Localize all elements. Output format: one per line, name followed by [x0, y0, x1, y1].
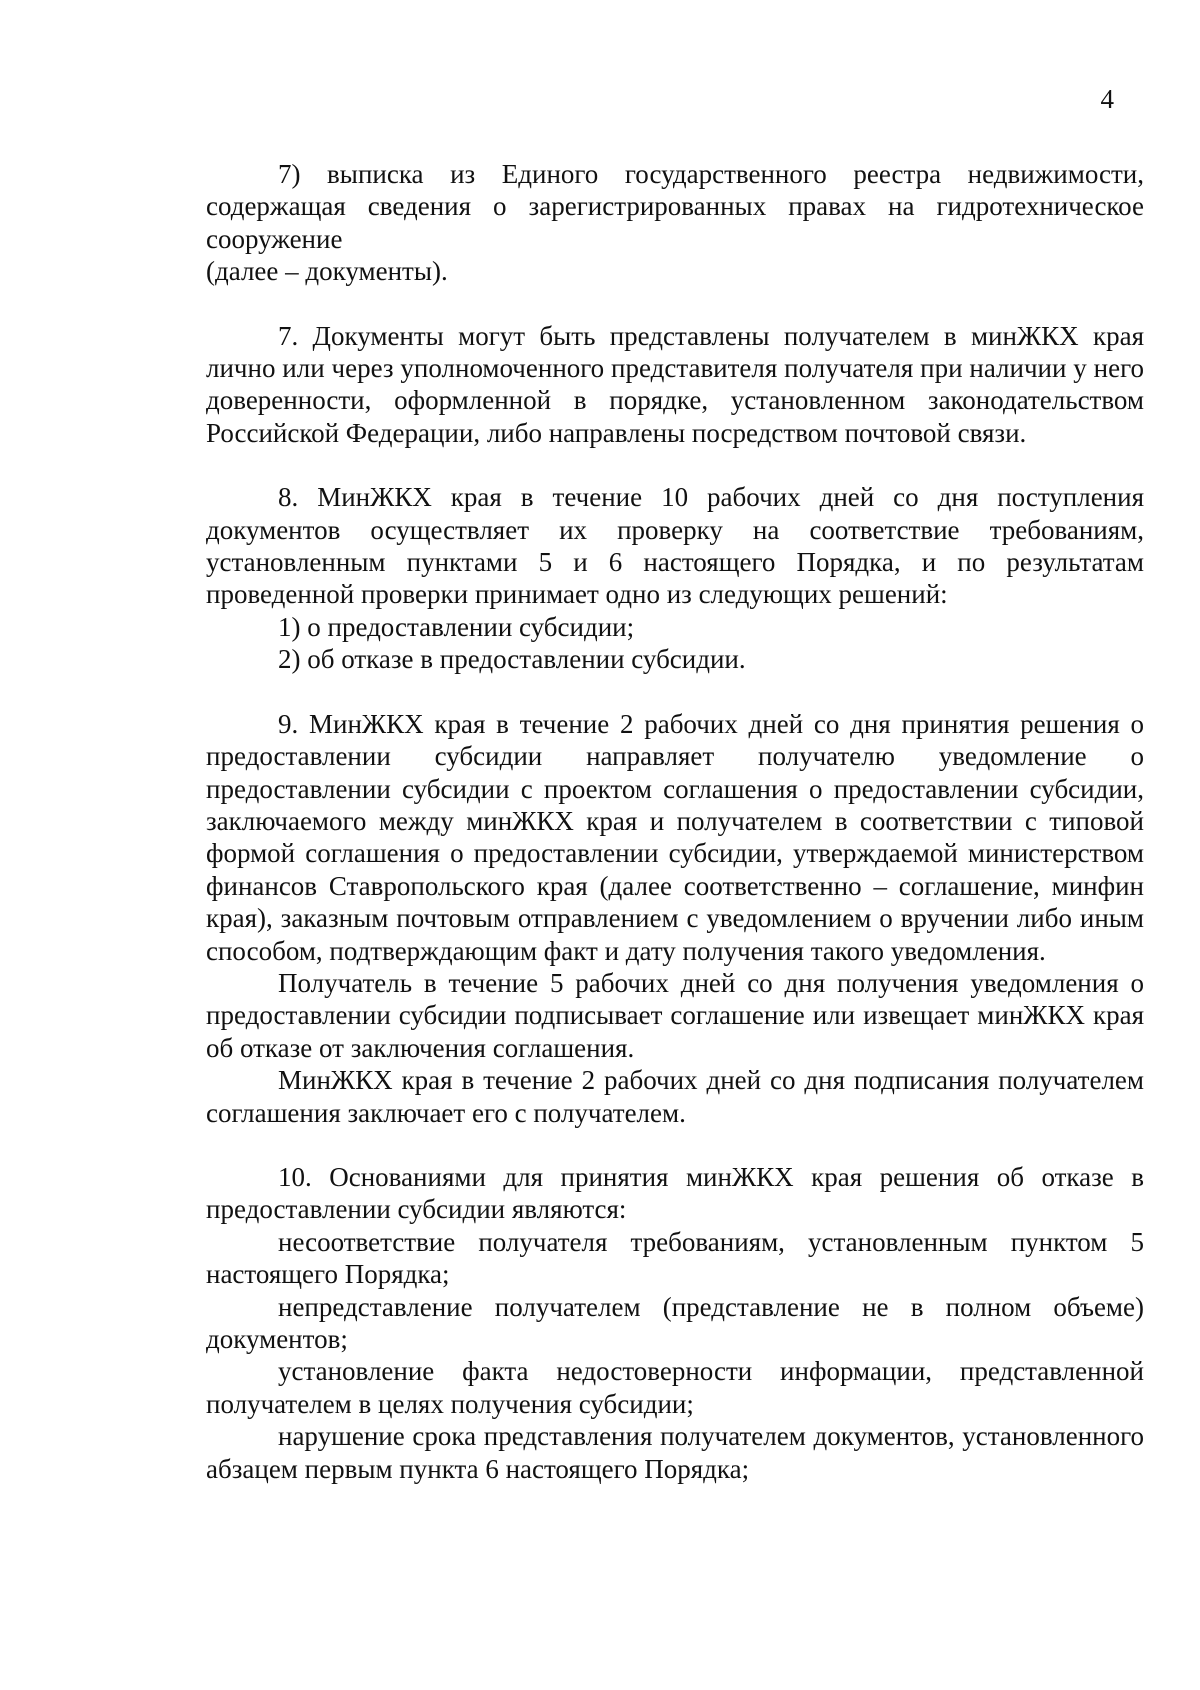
paragraph-10-ground-4: нарушение срока представления получателем документов, установленного абзацем первым пункта 6 настоящего Порядка;: [206, 1421, 1144, 1484]
paragraph-10-ground-1: несоответствие получателя требованиям, установленным пунктом 5 настоящего Порядка;: [206, 1226, 1144, 1290]
paragraph-8: 8. МинЖКХ края в течение 10 рабочих дней со дня поступления документов осуществляет их проверку на соответствие требованиям, установленным пунктами 5 и 6 настоящего Порядка, и по результатам проведенной проверки принимает одно из следующих решений:: [206, 482, 1144, 610]
paragraph-8-decision-2: 2) об отказе в предоставлении субсидии.: [278, 644, 746, 675]
paragraph-9-conclusion: МинЖКХ края в течение 2 рабочих дней со дня подписания получателем соглашения заключает его с получателем.: [206, 1065, 1144, 1128]
paragraph-8-decision-1: 1) о предоставлении субсидии;: [278, 611, 635, 642]
paragraph-10-ground-2: непредставление получателем (представление не в полном объеме) документов;: [206, 1291, 1144, 1354]
paragraph-item-7: 7) выписка из Единого государственного реестра недвижимости, содержащая сведения о зарегистрированных правах на гидротехническое сооружение: [206, 159, 1144, 254]
paragraph-10: 10. Основаниями для принятия минЖКХ края решения об отказе в предоставлении субсидии являются:: [206, 1161, 1144, 1225]
page-number: 4: [1100, 84, 1114, 114]
paragraph-documents-note: (далее – документы).: [206, 256, 448, 287]
paragraph-10-ground-3: установление факта недостоверности информации, представленной получателем в целях получения субсидии;: [206, 1356, 1144, 1419]
paragraph-9-recipient: Получатель в течение 5 рабочих дней со дня получения уведомления о предоставлении субсидии подписывает соглашение или извещает минЖКХ края об отказе от заключения соглашения.: [206, 967, 1144, 1063]
document-body: [206, 158, 1144, 1485]
paragraph-9: 9. МинЖКХ края в течение 2 рабочих дней со дня принятия решения о предоставлении субсидии направляет получателю уведомление о предоставлении субсидии с проектом соглашения о предоставлении субсидии, заключаемого между минЖКХ края и получателем в соответствии с типовой формой соглашения о предоставлении субсидии, утверждаемой министерством финансов Ставропольского края (далее соответственно – соглашение, минфин края), заказным почтовым отправлением с уведомлением о вручении либо иным способом, подтверждающим факт и дату получения такого уведомления.: [206, 708, 1144, 966]
paragraph-7: 7. Документы могут быть представлены получателем в минЖКХ края лично или через уполномоченного представителя получателя при наличии у него доверенности, оформленной в порядке, установленном законодательством Российской Федерации, либо направлены посредством почтовой связи.: [206, 320, 1144, 448]
